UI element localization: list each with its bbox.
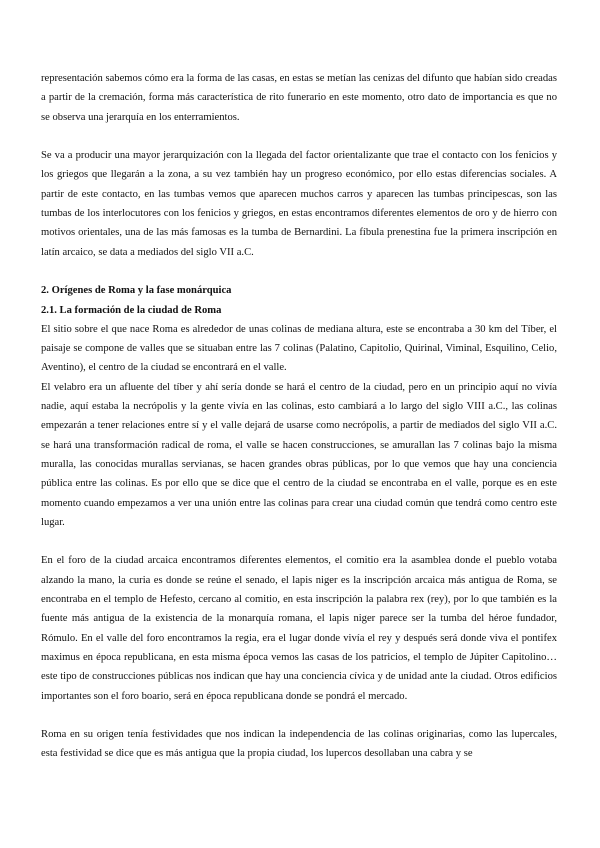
paragraph-spacer: [41, 262, 557, 281]
paragraph-spacer: [41, 127, 557, 146]
paragraph-burial-representation: representación sabemos cómo era la forma de las casas, en estas se metían las cenizas del difunto que habían sido creadas a partir de la cremación, forma más característica de rito funerario en este momento, otro dato de importancia es que no se observa una jerarquía en los enterramientos.: [41, 73, 557, 123]
paragraph-spacer: [41, 706, 557, 725]
subsection-heading: 2.1. La formación de la ciudad de Roma: [41, 304, 222, 316]
paragraph-site-of-rome: El sitio sobre el que nace Roma es alrededor de unas colinas de mediana altura, este se encontraba a 30 km del Tíber, el paisaje se compone de valles que se situaban entre las 7 colinas (Palatino, Capitolio, Quirinal, Viminal, Esquilino, Celio, Aventino), el centro de la ciudad se encontrará en el valle.: [41, 323, 557, 374]
section-heading: 2. Orígenes de Roma y la fase monárquica: [41, 285, 232, 297]
paragraph-spacer: [41, 532, 557, 551]
paragraph-archaic-forum: En el foro de la ciudad arcaica encontramos diferentes elementos, el comitio era la asamblea donde el pueblo votaba alzando la mano, la curia es donde se reúne el senado, el lapis niger es la inscripción arcaica más antigua de Roma, se encontraba en el templo de Hefesto, cercano al comitio, en esta inscripción la palabra rex (rey), por lo que también es la fuente más antigua de la existencia de la monarquía romana, el lapis niger parece ser la tumba del héroe fundador, Rómulo. En el valle del foro encontramos la regia, era el lugar donde vivía el rey y después será donde viva el pontifex maximus en época republicana, en esta misma época vemos las casas de los patricios, el templo de Júpiter Capitolino… este tipo de construcciones públicas nos indican que hay una conciencia cívica y de unidad ante la ciudad. Otros edificios importantes son el foro boario, será en época republicana donde se pondrá el mercado.: [41, 555, 557, 702]
page-body: [41, 69, 557, 764]
paragraph-velabrum: El velabro era un afluente del tíber y ahí sería donde se hará el centro de la ciudad, pero en un principio aquí no vivía nadie, aquí estaba la necrópolis y la gente vivía en las colinas, esto cambiará a lo largo del siglo VIII a.C., las colinas empezarán a tener relaciones entre sí y el valle dejará de usarse como necrópolis, a partir de mediados del siglo VII a.C. se hará una transformación radical de roma, el valle se hacen construcciones, se amurallan las 7 colinas bajo la misma muralla, las conocidas murallas servianas, se hacen grandes obras públicas, por lo que vemos que hay una conciencia pública entre las colinas. Es por ello que se dice que el centro de la ciudad se encontraba en el valle, porque es en este momento cuando empezamos a ver una unión entre las colinas para crear una ciudad común que tendrá como centro este lugar.: [41, 381, 557, 528]
paragraph-orientalizing-period: Se va a producir una mayor jerarquización con la llegada del factor orientalizante que trae el contacto con los fenicios y los griegos que llegarán a la zona, a su vez también hay un progreso económico, por ello estas diferencias sociales. A partir de este contacto, en las tumbas vemos que aparecen muchos carros y aparecen las tumbas principescas, son las tumbas de los interlocutores con los fenicios y griegos, en estas encontramos diferentes elementos de oro y de hierro con motivos orientales, una de las más famosas es la tumba de Bernardini. La fíbula prenestina fue la primera inscripción en latín arcaico, se data a mediados del siglo VII a.C.: [41, 150, 557, 258]
paragraph-festivities: Roma en su origen tenía festividades que nos indican la independencia de las colinas originarias, como las lupercales, esta festividad se dice que es más antigua que la propia ciudad, los lupercos desollaban una cabra y se: [41, 729, 557, 760]
